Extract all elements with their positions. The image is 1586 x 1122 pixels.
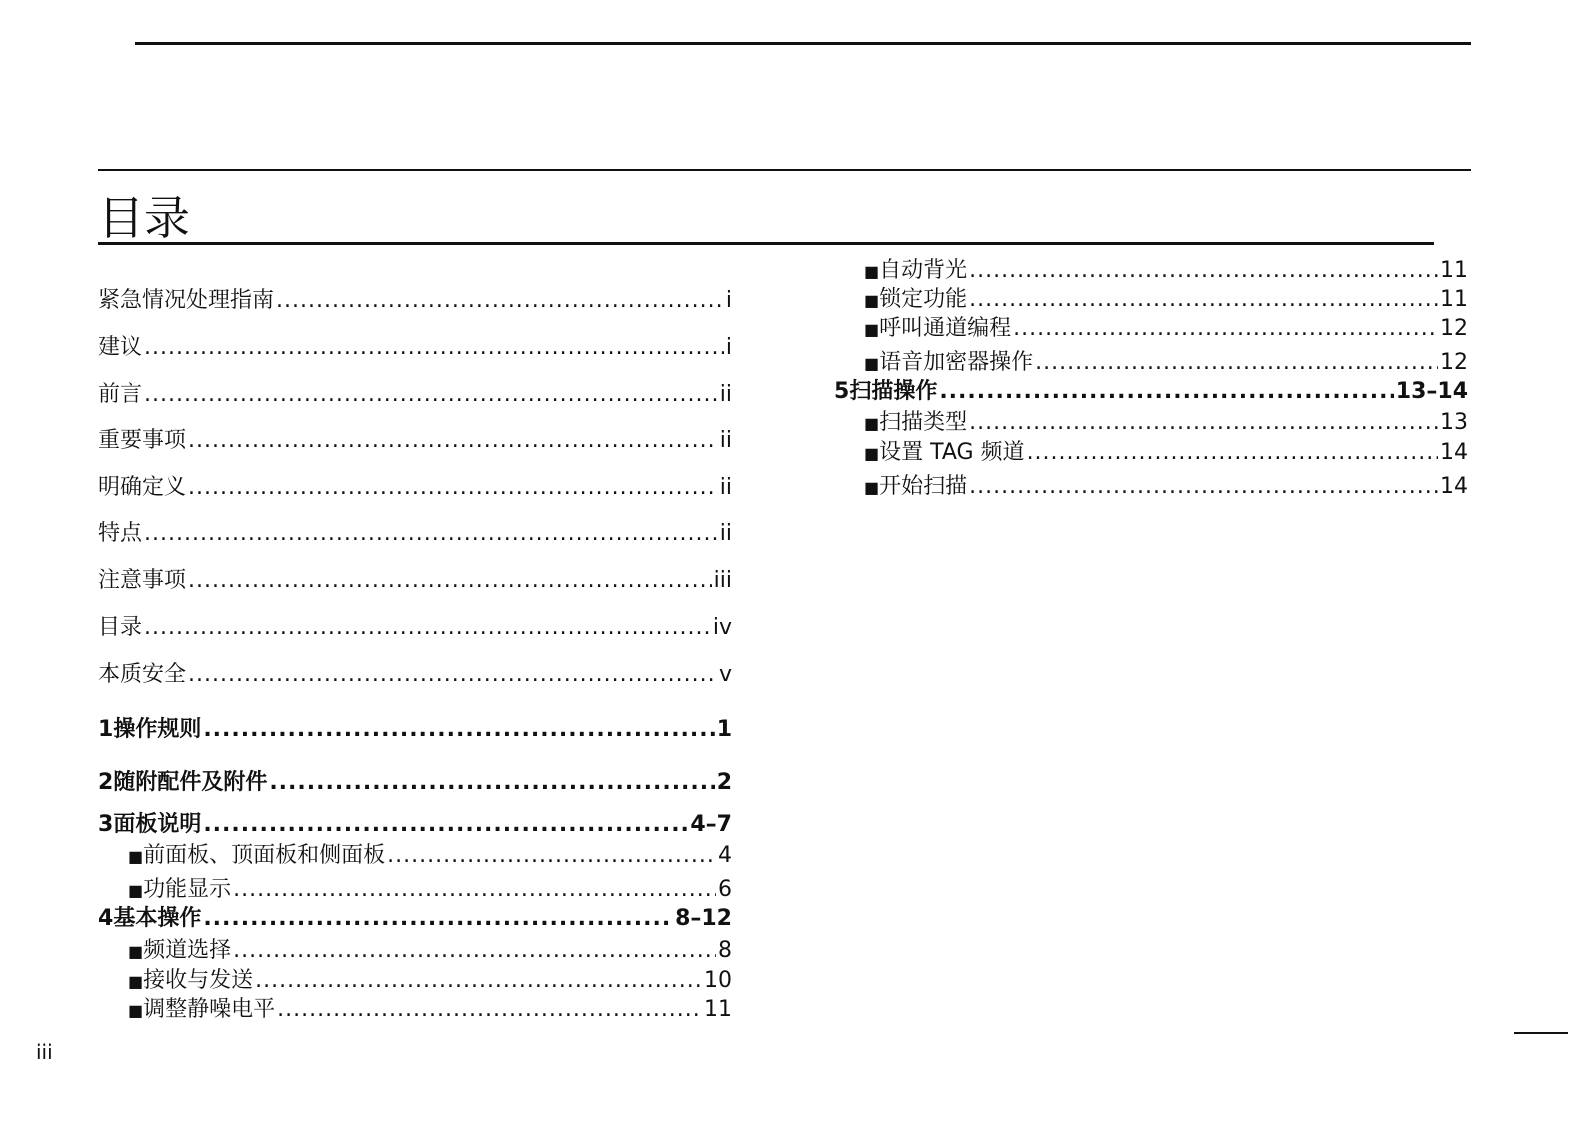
- page-number: iii: [36, 1040, 53, 1064]
- toc-entry-page: 13: [1440, 410, 1468, 435]
- toc-entry[interactable]: [98, 427, 732, 455]
- toc-leader: [269, 769, 714, 797]
- toc-leader: [255, 967, 702, 995]
- toc-entry[interactable]: [98, 381, 732, 409]
- toc-entry-label: 目录: [98, 615, 143, 640]
- toc-leader: [188, 427, 718, 455]
- bullet-square-icon: ■: [864, 478, 880, 497]
- toc-leader: [969, 286, 1438, 314]
- chapter-number: 5: [834, 379, 850, 404]
- toc-leader: [233, 876, 716, 904]
- bullet-square-icon: ■: [128, 881, 144, 900]
- bullet-square-icon: ■: [128, 847, 144, 866]
- toc-entry-label: 锁定功能: [879, 287, 968, 312]
- toc-entry[interactable]: [98, 661, 732, 689]
- toc-chapter[interactable]: [98, 811, 732, 839]
- toc-entry-page: 8–12: [675, 906, 732, 931]
- chapter-number: 1: [98, 717, 114, 742]
- toc-entry-page: 14: [1440, 440, 1468, 465]
- toc-leader: [188, 661, 717, 689]
- toc-leader: [233, 937, 716, 965]
- toc-entry[interactable]: [98, 474, 732, 502]
- toc-entry-page: 13–14: [1395, 379, 1468, 404]
- toc-entry-page: 8: [718, 938, 732, 963]
- toc-subentry[interactable]: [128, 842, 732, 871]
- toc-entry-page: ii: [719, 521, 732, 546]
- toc-chapter[interactable]: [834, 378, 1468, 406]
- toc-right-column: [834, 0, 1468, 1122]
- toc-leader: [1013, 315, 1438, 343]
- toc-subentry[interactable]: [864, 286, 1468, 315]
- bullet-square-icon: ■: [128, 1001, 144, 1020]
- toc-leader: [144, 334, 724, 362]
- toc-entry-label: 特点: [98, 521, 143, 546]
- toc-subentry[interactable]: [128, 876, 732, 905]
- toc-entry[interactable]: [98, 520, 732, 548]
- bullet-square-icon: ■: [864, 444, 880, 463]
- toc-entry-page: 11: [1440, 258, 1468, 283]
- toc-entry-page: 4–7: [690, 812, 732, 837]
- toc-entry-label: 建议: [98, 335, 143, 360]
- toc-entry-label: 呼叫通道编程: [879, 316, 1012, 341]
- toc-entry-page: iii: [713, 568, 732, 593]
- toc-entry[interactable]: [98, 567, 732, 595]
- bullet-square-icon: ■: [864, 414, 880, 433]
- toc-leader: [144, 381, 718, 409]
- toc-chapter[interactable]: [98, 716, 732, 744]
- toc-entry-page: 12: [1440, 316, 1468, 341]
- toc-leader: [203, 905, 673, 933]
- toc-entry-label: 扫描操作: [849, 379, 938, 404]
- toc-entry[interactable]: [98, 334, 732, 362]
- toc-chapter[interactable]: [98, 905, 732, 933]
- toc-entry-label: 本质安全: [98, 662, 187, 687]
- toc-entry-page: ii: [719, 475, 732, 500]
- toc-entry-label: 随附配件及附件: [113, 770, 268, 795]
- toc-entry-label: 功能显示: [143, 877, 232, 902]
- toc-subentry[interactable]: [128, 937, 732, 966]
- toc-entry-label: 语音加密器操作: [879, 350, 1034, 375]
- chapter-number: 2: [98, 770, 114, 795]
- chapter-number: 4: [98, 906, 114, 931]
- toc-entry[interactable]: [98, 287, 732, 315]
- toc-entry-page: 2: [716, 770, 732, 795]
- toc-entry-label: 设置 TAG 频道: [879, 440, 1025, 465]
- toc-entry-label: 扫描类型: [879, 410, 968, 435]
- page-title: 目录: [98, 191, 190, 245]
- toc-entry-label: 明确定义: [98, 475, 187, 500]
- bullet-square-icon: ■: [128, 942, 144, 961]
- bullet-square-icon: ■: [864, 354, 880, 373]
- toc-leader: [277, 996, 702, 1024]
- toc-subentry[interactable]: [864, 409, 1468, 438]
- toc-entry[interactable]: [98, 614, 732, 642]
- toc-leader: [969, 409, 1438, 437]
- toc-leader: [1027, 439, 1438, 467]
- chapter-number: 3: [98, 812, 114, 837]
- toc-entry-label: 前言: [98, 382, 143, 407]
- toc-entry-page: iv: [712, 615, 732, 640]
- toc-leader: [969, 257, 1438, 285]
- toc-entry-label: 基本操作: [113, 906, 202, 931]
- toc-subentry[interactable]: [864, 473, 1468, 502]
- toc-entry-label: 自动背光: [879, 258, 968, 283]
- toc-entry-label: 频道选择: [143, 938, 232, 963]
- toc-leader: [188, 567, 712, 595]
- toc-entry-label: 面板说明: [113, 812, 202, 837]
- toc-subentry[interactable]: [128, 996, 732, 1025]
- toc-leader: [203, 716, 714, 744]
- toc-entry-page: ii: [719, 428, 732, 453]
- toc-leader: [939, 378, 1393, 406]
- toc-subentry[interactable]: [864, 315, 1468, 344]
- toc-entry-page: 14: [1440, 474, 1468, 499]
- toc-entry-page: i: [725, 288, 732, 313]
- toc-subentry[interactable]: [864, 257, 1468, 286]
- toc-entry-page: 11: [704, 997, 732, 1022]
- toc-subentry[interactable]: [864, 439, 1468, 468]
- toc-entry-label: 调整静噪电平: [143, 997, 276, 1022]
- toc-entry-page: 11: [1440, 287, 1468, 312]
- toc-subentry[interactable]: [864, 349, 1468, 378]
- toc-entry-label: 紧急情况处理指南: [98, 288, 275, 313]
- toc-entry-label: 接收与发送: [143, 968, 254, 993]
- toc-left-column: [98, 0, 732, 1122]
- toc-entry-page: 4: [718, 843, 732, 868]
- toc-leader: [387, 842, 716, 870]
- toc-entry-page: ii: [719, 382, 732, 407]
- toc-leader: [144, 520, 718, 548]
- toc-entry-page: 6: [718, 877, 732, 902]
- bullet-square-icon: ■: [128, 972, 144, 991]
- toc-leader: [1035, 349, 1438, 377]
- toc-entry-label: 注意事项: [98, 568, 187, 593]
- corner-rule: [1514, 1032, 1568, 1034]
- bullet-square-icon: ■: [864, 291, 880, 310]
- toc-entry-page: 1: [716, 717, 732, 742]
- toc-leader: [203, 811, 688, 839]
- bullet-square-icon: ■: [864, 320, 880, 339]
- toc-entry-label: 重要事项: [98, 428, 187, 453]
- toc-entry-label: 开始扫描: [879, 474, 968, 499]
- toc-leader: [276, 287, 724, 315]
- toc-leader: [969, 473, 1438, 501]
- bullet-square-icon: ■: [864, 262, 880, 281]
- toc-entry-label: 前面板、顶面板和侧面板: [143, 843, 386, 868]
- toc-entry-page: 10: [704, 968, 732, 993]
- toc-entry-page: v: [718, 662, 732, 687]
- toc-chapter[interactable]: [98, 769, 732, 797]
- toc-leader: [144, 614, 711, 642]
- toc-entry-label: 操作规则: [113, 717, 202, 742]
- toc-entry-page: 12: [1440, 350, 1468, 375]
- toc-subentry[interactable]: [128, 967, 732, 996]
- toc-leader: [188, 474, 718, 502]
- toc-entry-page: i: [725, 335, 732, 360]
